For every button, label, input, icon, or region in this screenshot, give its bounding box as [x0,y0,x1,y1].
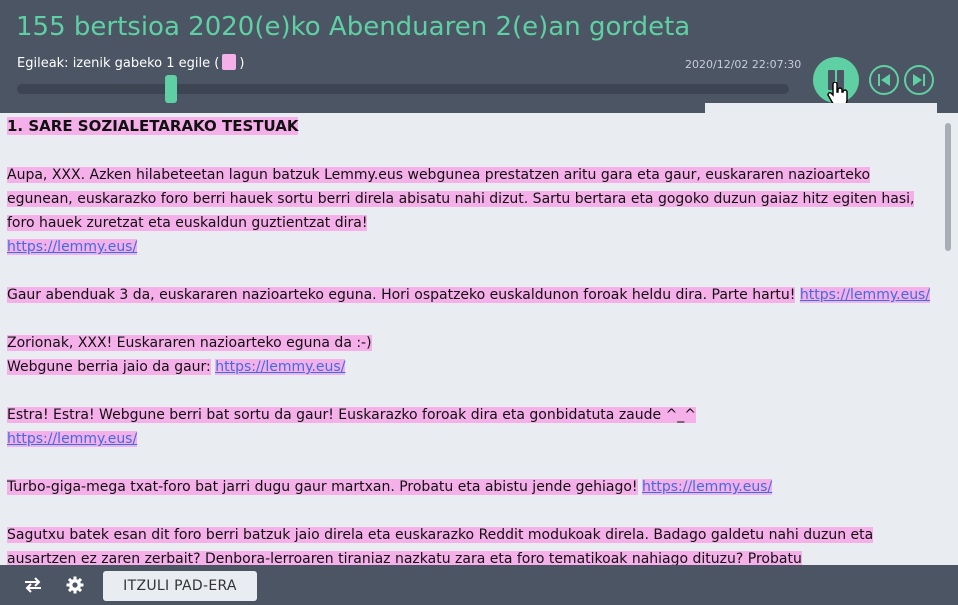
skip-next-icon [912,73,926,87]
return-to-pad-button[interactable]: ITZULI PAD-ERA [103,571,257,601]
paragraph: Estra! Estra! Webgune berri bat sortu da gaur! Euskarazko foroak dira eta gonbidatuta zaude ^_^ https://lemmy.eus/ [7,407,697,447]
link[interactable]: https://lemmy.eus/ [642,479,773,495]
revision-timestamp: 2020/12/02 22:07:30 [685,58,802,71]
scrollbar-thumb[interactable] [945,123,951,251]
paragraph: Zorionak, XXX! Euskararen nazioarteko eguna da :-) Webgune berria jaio da gaur: https://lemmy.eus/ [7,335,372,375]
author-color-swatch [222,54,236,70]
link[interactable]: https://lemmy.eus/ [215,359,346,375]
paragraph: Turbo-giga-mega txat-foro bat jarri dugu gaur martxan. Probatu eta abistu jende gehiago! https://lemmy.eus/ [7,479,773,495]
page-title: 155 bertsioa 2020(e)ko Abenduaren 2(e)an gordeta [16,12,691,42]
paragraph: Aupa, XXX. Azken hilabeteetan lagun batzuk Lemmy.eus webgunea prestatzen aritu gara eta gaur, euskararen nazioarteko egunean, euskarazko foro berri hauek sortu berri direla abisatu nahi dizut. Sartu bertara eta gogoko duzun gaiaz hitz egiten hasi, foro hauek zuretzat eta euskaldun guztientzat dira! https://lemmy.eus/ [7,167,915,255]
timeslider-track[interactable] [17,84,789,94]
document-content [0,113,940,565]
timeslider-handle[interactable] [165,75,177,103]
link[interactable]: https://lemmy.eus/ [7,239,138,255]
paragraph: Gaur abenduak 3 da, euskararen nazioarteko eguna. Hori ospatzeko euskaldunon foroak heldu dira. Parte hartu! https://lemmy.eus/ [7,287,931,303]
skip-previous-icon [877,73,891,87]
swap-icon[interactable] [24,577,42,593]
authors-prefix: Egileak: izenik gabeko 1 egile ( [17,56,220,71]
scrollbar[interactable] [940,113,958,565]
authors-line [17,54,244,71]
next-revision-button[interactable] [904,65,934,95]
paragraph: Sagutxu batek esan dit foro berri batzuk jaio direla eta euskarazko Reddit modukoak direla. Badago galdetu nahi duzun eta ausartzen ez zaren zerbait? Denbora-lerroaren tiraniaz nazkatu zara eta foro tematikoak nahiago dituzu? Probatu [7,527,874,565]
gear-icon[interactable] [66,576,84,594]
document-text [7,114,937,565]
header [0,0,958,113]
link[interactable]: https://lemmy.eus/ [7,431,138,447]
section-heading: 1. SARE SOZIALETARAKO TESTUAK [7,117,299,135]
authors-suffix: ) [239,56,245,71]
previous-revision-button[interactable] [869,65,899,95]
link[interactable]: https://lemmy.eus/ [799,287,931,303]
